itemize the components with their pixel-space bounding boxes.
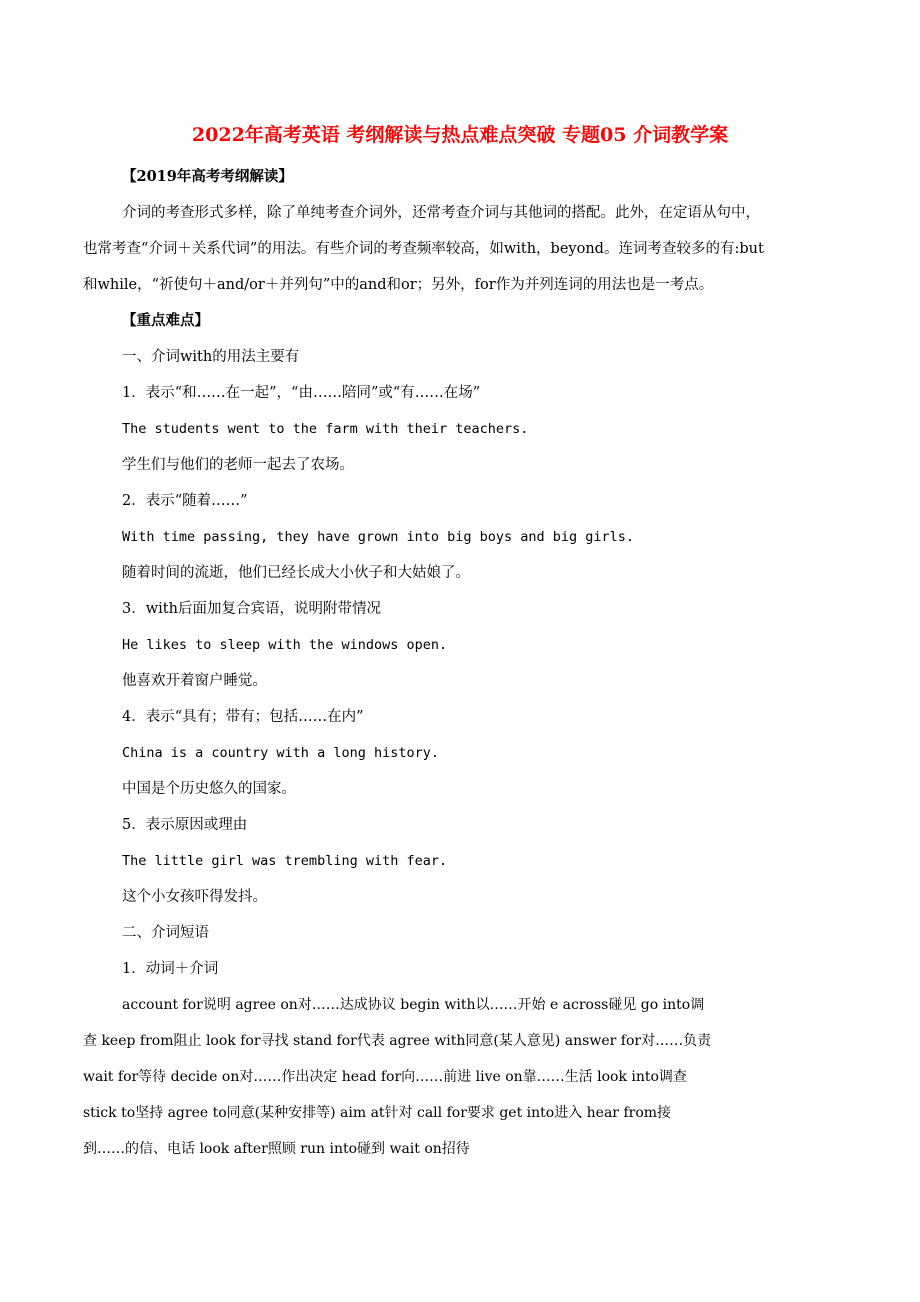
phrase-subheading: 1．动词＋介词	[122, 961, 219, 977]
with-item-translation: 随着时间的流逝，他们已经长成大小伙子和大姑娘了。	[122, 565, 470, 581]
phrase-line-3: wait for等待 decide on对……作出决定 head for向……前进 live on靠……生活 look into调查	[83, 1069, 687, 1085]
with-item-label: 2．表示“随着……”	[122, 493, 248, 509]
phrase-line-1: account for说明 agree on对……达成协议 begin with以……开始 e across碰见 go into调	[122, 997, 705, 1013]
with-item-example: With time passing, they have grown into big boys and big girls.	[122, 529, 635, 545]
intro-line-1: 介词的考查形式多样，除了单纯考查介词外，还常考查介词与其他词的搭配。此外，在定语从句中，	[122, 205, 760, 221]
with-item-example: The students went to the farm with their teachers.	[122, 421, 529, 437]
intro-line-3: 和while，“祈使句＋and/or＋并列句”中的and和or；另外，for作为并列连词的用法也是一考点。	[83, 277, 714, 293]
with-item-example: China is a country with a long history.	[122, 745, 439, 761]
phrase-line-2: 查 keep from阻止 look for寻找 stand for代表 agree with同意(某人意见) answer for对……负责	[83, 1033, 712, 1049]
with-item-example: He likes to sleep with the windows open.	[122, 637, 448, 653]
intro-line-2: 也常考查“介词＋关系代词”的用法。有些介词的考查频率较高，如with，beyond。连词考查较多的有:but	[83, 241, 764, 257]
section-heading-syllabus: 【2019年高考考纲解读】	[122, 168, 293, 185]
with-item-example: The little girl was trembling with fear.	[122, 853, 448, 869]
with-item-translation: 他喜欢开着窗户睡觉。	[122, 673, 267, 689]
section-heading-key-points: 【重点难点】	[122, 312, 209, 329]
document-title: 2022年高考英语 考纲解读与热点难点突破 专题05 介词教学案	[191, 124, 729, 146]
with-usage-heading: 一、介词with的用法主要有	[122, 349, 300, 365]
phrase-line-4: stick to坚持 agree to同意(某种安排等) aim at针对 call for要求 get into进入 hear from接	[83, 1105, 672, 1121]
with-item-translation: 中国是个历史悠久的国家。	[122, 781, 296, 797]
with-item-label: 5．表示原因或理由	[122, 817, 248, 833]
phrase-heading: 二、介词短语	[122, 925, 209, 941]
with-item-label: 3．with后面加复合宾语，说明附带情况	[122, 601, 381, 617]
with-item-translation: 学生们与他们的老师一起去了农场。	[122, 457, 354, 473]
with-item-label: 1．表示“和……在一起”，“由……陪同”或“有……在场”	[122, 385, 481, 401]
phrase-line-5: 到……的信、电话 look after照顾 run into碰到 wait on招待	[83, 1141, 470, 1157]
with-item-label: 4．表示“具有；带有；包括……在内”	[122, 709, 364, 725]
with-item-translation: 这个小女孩吓得发抖。	[122, 889, 267, 905]
